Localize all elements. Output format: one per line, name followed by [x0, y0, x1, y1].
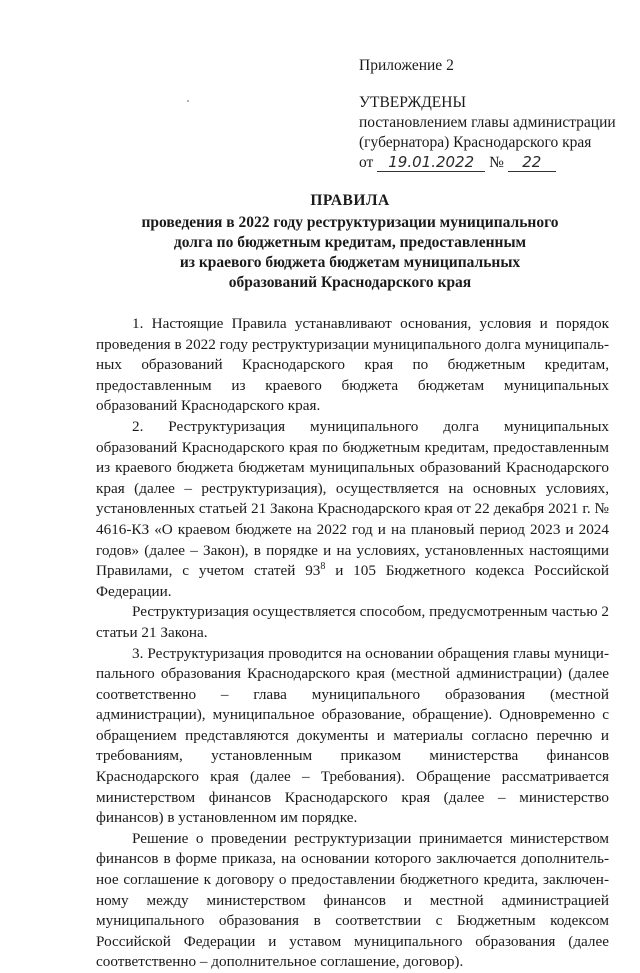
document-body — [96, 314, 609, 973]
title-line-3: из краевого бюджета бюджетам муниципальных — [179, 254, 521, 271]
scan-speck — [187, 100, 189, 102]
title-line-2: долга по бюджетным кредитам, предоставленным — [173, 234, 527, 251]
from-label: от — [359, 154, 374, 171]
paragraph-2-tail: и 105 Бюджетного кодекса Российской Федерации. — [96, 562, 609, 600]
approval-line-1: постановлением главы администрации — [359, 114, 616, 131]
approval-block — [359, 93, 621, 173]
handwritten-date: 19.01.2022 — [377, 154, 485, 172]
document-title — [100, 191, 600, 293]
title-line-1: проведения в 2022 году реструктуризации муниципального — [141, 214, 559, 231]
paragraph-1: 1. Настоящие Правила устанавливают основания, условия и порядок проведения в 2022 году реструктуризации муниципального долга муниципальных образований Краснодарского края по бюджетным кредитам, предоставленным из краевого бюджета бюджетам муниципальных образований Краснодарского края. — [96, 315, 609, 415]
title-line-4: образований Краснодарского края — [228, 274, 472, 291]
handwritten-number: 22 — [508, 154, 556, 172]
paragraph-4: 3. Реструктуризация проводится на основании обращения главы муниципального образования Краснодарского края (местной администрации) (далее соответственно – глава муниципального образования (местной администрации), муниципальное образование, обращение). Одновременно с обращением представляются документы и материалы согласно перечню и требованиям, установленным приказом министерства финансов Краснодарского края (далее – Требования). Обращение рассматривается министерством финансов Краснодарского края (далее – министерство финансов) в установленном им порядке. — [96, 644, 609, 827]
approval-date-row — [359, 153, 621, 173]
paragraph-2-text: 2. Реструктуризация муниципального долга муниципальных образований Краснодарского края по бюджетным кредитам, предоставленным из краевого бюджета бюджетам муниципальных образований Краснодарского края (далее – реструктуризация), осуществляется на основных условиях, установленных статьей 21 Закона Краснодарского края от 22 декабря 2021 г. № 4616-КЗ «О краевом бюджете на 2022 год и на плановый период 2023 и 2024 годов» (далее – Закон), в порядке и на условиях, установленных настоящими Правилами, с учетом статей 93 — [96, 417, 609, 580]
appendix-label: Приложение 2 — [359, 57, 454, 74]
approval-line-2: (губернатора) Краснодарского края — [359, 134, 592, 151]
paragraph-2 — [96, 417, 609, 602]
number-label: № — [489, 154, 504, 171]
title-main: ПРАВИЛА — [310, 192, 390, 209]
superscript-8: 8 — [320, 561, 326, 573]
paragraph-5: Решение о проведении реструктуризации принимается министерством финансов в форме приказа, на основании которого заключается дополнительное соглашение к договору о предоставлении бюджетного кредита, заключенному между министерством финансов и местной администрацией муниципального образования в соответствии с Бюджетным кодексом Российской Федерации и уставом муниципального образования (далее соответственно – дополнительное соглашение, договор). — [96, 829, 609, 971]
paragraph-3: Реструктуризация осуществляется способом, предусмотренным частью 2 статьи 21 Закона. — [96, 603, 609, 641]
approved-heading: УТВЕРЖДЕНЫ — [359, 94, 466, 111]
